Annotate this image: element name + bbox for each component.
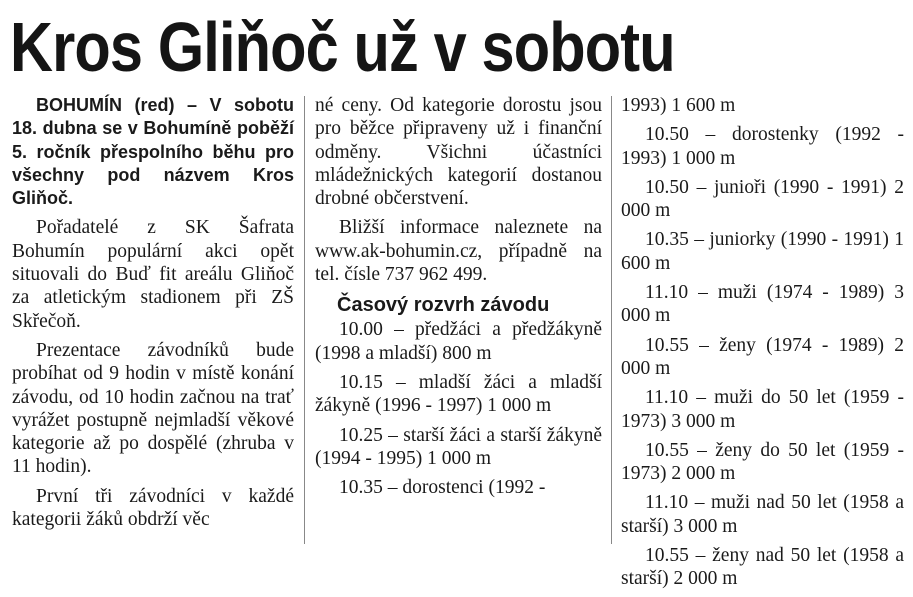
lead-paragraph: BOHUMÍN (red) – V sobotu 18. dubna se v Bohumíně poběží 5. ročník přespolního běhu pro všechny pod názvem Kros Gliňoč. — [12, 95, 294, 209]
schedule-entry: 10.35 – juniorky (1990 - 1991) 1 600 m — [621, 229, 904, 274]
body-paragraph: Prezentace závodníků bude probíhat od 9 hodin v místě konání závodu, od 10 hodin začnou na trať vyrážet postupně nejmladší věkové kategorie až po dospělé (zhruba v 11 hodin). — [12, 339, 294, 478]
schedule-entry: 10.35 – dorostenci (1992 - — [339, 477, 546, 499]
schedule-entry: 11.10 – muži nad 50 let (1958 a starší) 3 000 m — [621, 492, 904, 537]
column-divider — [304, 96, 305, 544]
schedule-entry: 10.50 – junioři (1990 - 1991) 2 000 m — [621, 176, 904, 222]
schedule-title: Časový rozvrh závodu — [337, 294, 550, 317]
body-paragraph: Pořadatelé z SK Šafrata Bohumín populární akci opět situovali do Buď fit areálu Gliňoč za atletickým stadionem při ZŠ Skřečoň. — [12, 217, 294, 332]
schedule-entry-continued: 1993) 1 600 m — [621, 95, 736, 116]
article-column-3 — [621, 94, 904, 597]
body-paragraph: První tři závodníci v každé kategorii žáků obdrží věc — [12, 485, 294, 531]
article-column-1 — [12, 94, 294, 537]
body-paragraph-continued: né ceny. Od kategorie dorostu jsou pro běžce připraveny už i finanční odměny. Všichni účastníci mládežnických kategorií dostanou drobné občerstvení. — [315, 95, 602, 210]
article-column-2 — [315, 94, 602, 505]
schedule-entry: 10.50 – dorostenky (1992 - 1993) 1 000 m — [621, 124, 904, 169]
schedule-entry: 10.55 – ženy do 50 let (1959 - 1973) 2 000 m — [621, 439, 904, 485]
schedule-entry: 10.55 – ženy nad 50 let (1958 a starší) 2 000 m — [621, 545, 904, 590]
headline: Kros Gliňoč už v sobotu — [10, 8, 675, 86]
column-divider — [611, 96, 612, 544]
schedule-entry: 10.55 – ženy (1974 - 1989) 2 000 m — [621, 334, 904, 379]
body-paragraph: Bližší informace naleznete na www.ak-bohumin.cz, případně na tel. čísle 737 962 499. — [315, 217, 602, 286]
schedule-entry: 11.10 – muži do 50 let (1959 - 1973) 3 000 m — [621, 387, 904, 432]
schedule-entry: 10.00 – předžáci a předžákyně (1998 a mladší) 800 m — [315, 319, 602, 364]
schedule-entry: 10.25 – starší žáci a starší žákyně (1994 - 1995) 1 000 m — [315, 424, 602, 469]
schedule-entry: 11.10 – muži (1974 - 1989) 3 000 m — [621, 282, 904, 327]
schedule-entry: 10.15 – mladší žáci a mladší žákyně (1996 - 1997) 1 000 m — [315, 371, 602, 417]
